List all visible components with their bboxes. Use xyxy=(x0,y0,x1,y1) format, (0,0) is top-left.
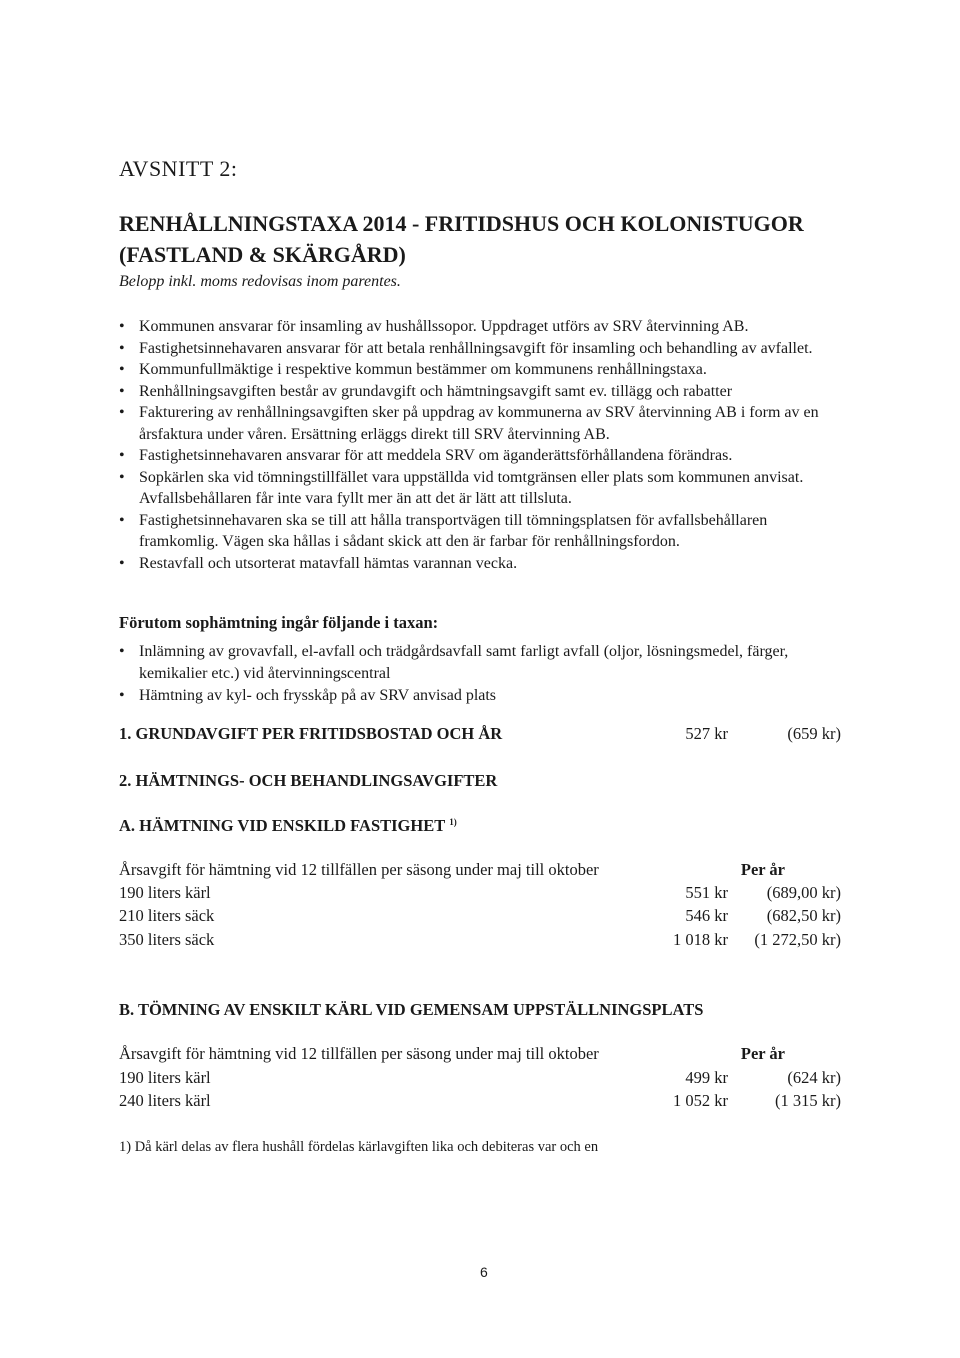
bullet-icon: • xyxy=(119,339,125,357)
bullet-icon: • xyxy=(119,468,125,486)
list-item-text: Kommunfullmäktige i respektive kommun bestämmer om kommunens renhållningstaxa. xyxy=(139,361,707,378)
row-label: 190 liters kärl xyxy=(119,1068,211,1087)
row-label: 350 liters säck xyxy=(119,930,215,949)
list-item xyxy=(119,445,849,467)
row-price-incl: (1 272,50 kr) xyxy=(754,930,841,949)
per-year-header: Per år xyxy=(740,860,785,879)
footnote: 1) Då kärl delas av flera hushåll fördelas kärlavgiften lika och debiteras var och en xyxy=(119,1139,599,1155)
bullet-icon: • xyxy=(119,447,125,464)
page-number: 6 xyxy=(480,1264,488,1280)
footnote-marker: 1) xyxy=(449,816,457,827)
bullet-icon: • xyxy=(119,687,125,704)
list-item xyxy=(119,467,849,510)
list-item xyxy=(119,316,849,338)
list-item-text: Fastighetsinnehavaren ska se till att hålla transportvägen till tömningsplatsen för avfallsbehållaren framkomlig. Vägen ska hållas i sådant skick att den är farbar för renhållningsfordon. xyxy=(139,511,768,550)
list-item-text: Fakturering av renhållningsavgiften sker på uppdrag av kommunerna av SRV återvinning AB i form av en årsfaktura under våren. Ersättning erläggs direkt till SRV återvinning AB. xyxy=(139,404,819,443)
row-price: 1 018 kr xyxy=(673,930,728,949)
row-price-incl: (689,00 kr) xyxy=(766,883,841,902)
list-item-text: Hämtning av kyl- och frysskåp på av SRV anvisad plats xyxy=(139,687,497,704)
subtitle: Belopp inkl. moms redovisas inom parentes. xyxy=(119,273,401,290)
list-item xyxy=(119,359,849,381)
row-price-incl: (682,50 kr) xyxy=(766,906,841,925)
list-item xyxy=(119,553,849,575)
list-item-text: Sopkärlen ska vid tömningstillfället vara uppställda vid tomtgränsen eller plats som kommunen anvisat. Avfallsbehållaren får inte vara fyllt mer än att det är lätt att tillsluta. xyxy=(139,468,804,507)
grundavgift-price-incl: (659 kr) xyxy=(787,724,841,743)
row-label: 190 liters kärl xyxy=(119,883,211,902)
included-heading: Förutom sophämtning ingår följande i taxan: xyxy=(119,613,439,632)
list-item xyxy=(119,685,849,707)
list-item xyxy=(119,338,849,360)
bullet-icon: • xyxy=(119,382,125,400)
list-item-text: Fastighetsinnehavaren ansvarar för att meddela SRV om äganderättsförhållandena förändras. xyxy=(139,447,733,464)
list-item-text: Kommunen ansvarar för insamling av hushållssopor. Uppdraget utförs av SRV återvinning AB. xyxy=(139,318,749,335)
row-label: 240 liters kärl xyxy=(119,1091,211,1110)
list-item-text: Renhållningsavgiften består av grundavgift och hämtningsavgift samt ev. tillägg och rabatter xyxy=(139,382,733,400)
row-label: 210 liters säck xyxy=(119,906,215,925)
bullet-icon: • xyxy=(119,404,125,421)
row-price-incl: (624 kr) xyxy=(787,1068,841,1087)
list-item-text: Inlämning av grovavfall, el-avfall och trädgårdsavfall samt farligt avfall (oljor, lösningsmedel, färger, kemikalier etc.) vid återvinningscentral xyxy=(139,643,789,682)
bullet-icon: • xyxy=(119,643,125,660)
row-price: 1 052 kr xyxy=(673,1091,728,1110)
row-price: 546 kr xyxy=(685,906,728,925)
row-price-incl: (1 315 kr) xyxy=(775,1091,841,1110)
section-b-heading: B. TÖMNING AV ENSKILT KÄRL VID GEMENSAM UPPSTÄLLNINGSPLATS xyxy=(119,1000,704,1019)
bullet-icon: • xyxy=(119,318,125,335)
bullet-icon: • xyxy=(119,511,125,529)
info-bullet-list xyxy=(119,316,849,574)
section-a-heading xyxy=(119,816,457,836)
section-a-heading-text: A. HÄMTNING VID ENSKILD FASTIGHET xyxy=(119,816,446,835)
included-bullet-list xyxy=(119,641,849,707)
title-line-1: RENHÅLLNINGSTAXA 2014 - FRITIDSHUS OCH KOLONISTUGOR xyxy=(119,211,804,236)
list-item-text: Fastighetsinnehavaren ansvarar för att betala renhållningsavgift för insamling och behandling av avfallet. xyxy=(139,339,813,357)
list-item xyxy=(119,510,849,553)
grundavgift-label: 1. GRUNDAVGIFT PER FRITIDSBOSTAD OCH ÅR xyxy=(119,724,503,743)
list-item xyxy=(119,641,849,685)
grundavgift-price: 527 kr xyxy=(685,724,728,743)
bullet-icon: • xyxy=(119,361,125,378)
page-title xyxy=(119,208,879,270)
row-price: 499 kr xyxy=(685,1068,728,1087)
list-item-text: Restavfall och utsorterat matavfall hämtas varannan vecka. xyxy=(139,554,518,572)
list-item xyxy=(119,402,849,445)
section-b-intro: Årsavgift för hämtning vid 12 tillfällen per säsong under maj till oktober xyxy=(119,1044,599,1063)
per-year-header: Per år xyxy=(740,1044,785,1063)
list-item xyxy=(119,381,849,403)
section2-heading: 2. HÄMTNINGS- OCH BEHANDLINGSAVGIFTER xyxy=(119,771,498,790)
section-label: AVSNITT 2: xyxy=(119,156,238,181)
section-a-intro: Årsavgift för hämtning vid 12 tillfällen per säsong under maj till oktober xyxy=(119,860,599,879)
title-line-2: (FASTLAND & SKÄRGÅRD) xyxy=(119,242,406,267)
bullet-icon: • xyxy=(119,554,125,572)
row-price: 551 kr xyxy=(685,883,728,902)
